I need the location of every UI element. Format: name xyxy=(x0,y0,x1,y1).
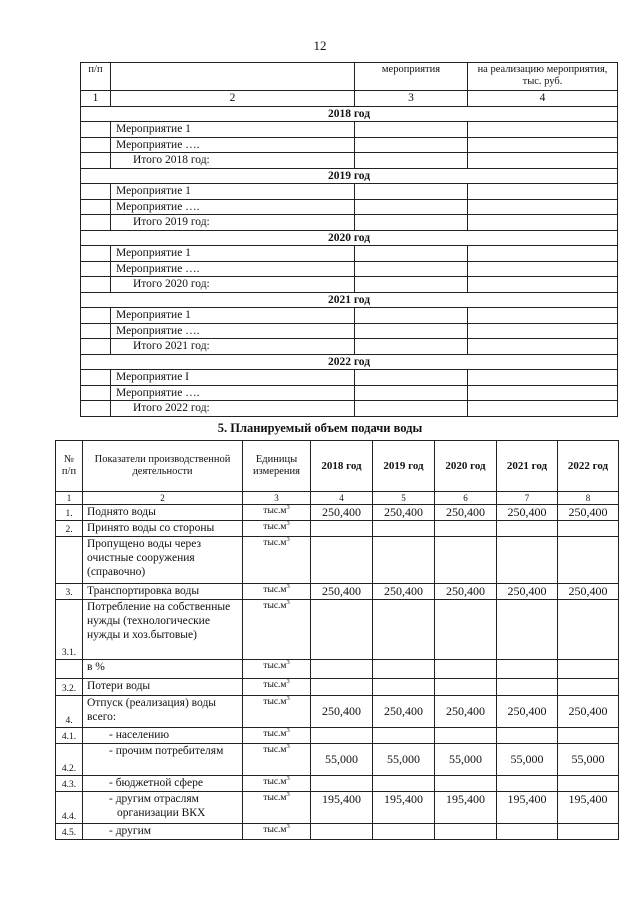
row-number: 1. xyxy=(56,505,83,521)
unit-exponent: 3 xyxy=(286,823,290,830)
value-cell xyxy=(558,679,619,696)
unit-cell xyxy=(243,537,311,584)
activities-table xyxy=(80,62,618,417)
header-cost: на реализацию мероприятия, тыс. руб. xyxy=(468,63,618,91)
table-row xyxy=(56,679,619,696)
unit-cell xyxy=(243,679,311,696)
unit-cell xyxy=(243,776,311,792)
row-number: 4. xyxy=(56,696,83,728)
header-indicator: Показатели производственной деятельности xyxy=(83,441,243,492)
unit-exponent: 3 xyxy=(286,504,290,511)
value-cell: 55,000 xyxy=(558,744,619,776)
indicator-name: Принято воды со стороны xyxy=(83,521,243,537)
value-cell: 55,000 xyxy=(435,744,497,776)
unit-label: тыс.м xyxy=(263,825,287,835)
unit-label: тыс.м xyxy=(263,661,287,671)
section-title: 5. Планируемый объем подачи воды xyxy=(217,421,423,435)
water-supply-table xyxy=(55,440,619,840)
year-heading: 2019 год xyxy=(81,168,618,184)
col-number: 8 xyxy=(558,492,619,505)
page-number: 12 xyxy=(313,38,327,53)
indicator-name: Поднято воды xyxy=(83,505,243,521)
value-cell xyxy=(558,537,619,584)
value-cell xyxy=(311,679,373,696)
value-cell: 250,400 xyxy=(435,584,497,600)
indicator-name: - другим xyxy=(83,824,243,840)
unit-cell xyxy=(243,728,311,744)
unit-cell xyxy=(243,600,311,660)
value-cell: 250,400 xyxy=(373,505,435,521)
activities-header-row xyxy=(81,63,618,91)
value-cell xyxy=(558,600,619,660)
col-number: 2 xyxy=(83,492,243,505)
total-row xyxy=(81,339,618,355)
unit-cell xyxy=(243,505,311,521)
indicator-name: Потребление на собственные нужды (технологические нужды и хоз.бытовые) xyxy=(83,600,243,660)
year-row xyxy=(81,106,618,122)
value-cell: 55,000 xyxy=(373,744,435,776)
activity-name: Мероприятие …. xyxy=(111,199,355,215)
value-cell xyxy=(435,728,497,744)
header-year: 2019 год xyxy=(373,441,435,492)
value-cell xyxy=(373,537,435,584)
value-cell: 250,400 xyxy=(311,584,373,600)
value-cell: 250,400 xyxy=(435,696,497,728)
value-cell: 195,400 xyxy=(497,792,558,824)
activity-row xyxy=(81,385,618,401)
value-cell xyxy=(497,728,558,744)
header-name xyxy=(111,63,355,91)
value-cell xyxy=(435,776,497,792)
value-cell xyxy=(311,537,373,584)
value-cell xyxy=(373,660,435,679)
value-cell xyxy=(497,679,558,696)
value-cell: 250,400 xyxy=(497,584,558,600)
indicator-name: - прочим потребителям xyxy=(83,744,243,776)
indicator-name: Потери воды xyxy=(83,679,243,696)
col-number: 6 xyxy=(435,492,497,505)
value-cell: 250,400 xyxy=(311,696,373,728)
value-cell: 250,400 xyxy=(558,584,619,600)
value-cell xyxy=(435,679,497,696)
header-year: 2021 год xyxy=(497,441,558,492)
table-row xyxy=(56,696,619,728)
unit-label: тыс.м xyxy=(263,538,287,548)
year-heading: 2021 год xyxy=(81,292,618,308)
unit-cell xyxy=(243,584,311,600)
value-cell: 195,400 xyxy=(311,792,373,824)
row-number: 3. xyxy=(56,584,83,600)
header-year: 2018 год xyxy=(311,441,373,492)
value-cell xyxy=(373,824,435,840)
value-cell xyxy=(373,521,435,537)
activity-row xyxy=(81,370,618,386)
value-cell xyxy=(497,600,558,660)
value-cell xyxy=(311,776,373,792)
value-cell xyxy=(497,824,558,840)
value-cell: 250,400 xyxy=(435,505,497,521)
year-heading: 2020 год xyxy=(81,230,618,246)
unit-label: тыс.м xyxy=(263,585,287,595)
unit-label: тыс.м xyxy=(263,697,287,707)
indicator-name: Отпуск (реализация) воды всего: xyxy=(83,696,243,728)
unit-exponent: 3 xyxy=(286,520,290,527)
value-cell: 250,400 xyxy=(373,584,435,600)
value-cell xyxy=(497,660,558,679)
activity-row xyxy=(81,323,618,339)
value-cell xyxy=(558,521,619,537)
total-row xyxy=(81,401,618,417)
value-cell xyxy=(558,728,619,744)
indicator-name: - бюджетной сфере xyxy=(83,776,243,792)
row-number: 4.2. xyxy=(56,744,83,776)
indicator-name: - населению xyxy=(83,728,243,744)
indicator-name: - другим отраслям организации ВКХ xyxy=(83,792,243,824)
total-row xyxy=(81,215,618,231)
row-number xyxy=(56,537,83,584)
year-row xyxy=(81,354,618,370)
header-activity: мероприятия xyxy=(355,63,468,91)
value-cell: 55,000 xyxy=(497,744,558,776)
header-year: 2020 год xyxy=(435,441,497,492)
unit-label: тыс.м xyxy=(263,522,287,532)
total-row xyxy=(81,277,618,293)
value-cell: 250,400 xyxy=(558,505,619,521)
activity-name: Мероприятие …. xyxy=(111,261,355,277)
value-cell xyxy=(435,660,497,679)
value-cell: 250,400 xyxy=(497,696,558,728)
unit-cell xyxy=(243,824,311,840)
row-number: 4.1. xyxy=(56,728,83,744)
value-cell xyxy=(558,660,619,679)
value-cell: 250,400 xyxy=(497,505,558,521)
table-row xyxy=(56,824,619,840)
unit-label: тыс.м xyxy=(263,601,287,611)
table-row xyxy=(56,728,619,744)
activity-row xyxy=(81,246,618,262)
row-number: 4.4. xyxy=(56,792,83,824)
indicator-name: в % xyxy=(83,660,243,679)
supply-number-row xyxy=(56,492,619,505)
row-number: 4.3. xyxy=(56,776,83,792)
supply-body xyxy=(56,505,619,840)
activity-row xyxy=(81,308,618,324)
unit-label: тыс.м xyxy=(263,777,287,787)
value-cell xyxy=(497,776,558,792)
col-number: 2 xyxy=(111,91,355,107)
unit-label: тыс.м xyxy=(263,745,287,755)
total-row xyxy=(81,153,618,169)
year-heading: 2022 год xyxy=(81,354,618,370)
value-cell xyxy=(558,824,619,840)
supply-header-row xyxy=(56,441,619,492)
col-number: 1 xyxy=(56,492,83,505)
row-number xyxy=(56,660,83,679)
header-unit: Единицы измерения xyxy=(243,441,311,492)
value-cell: 195,400 xyxy=(558,792,619,824)
table-row xyxy=(56,744,619,776)
value-cell: 195,400 xyxy=(435,792,497,824)
total-label: Итого 2020 год: xyxy=(111,277,355,293)
value-cell xyxy=(373,600,435,660)
indicator-name: Пропущено воды через очистные сооружения (справочно) xyxy=(83,537,243,584)
unit-exponent: 3 xyxy=(286,599,290,606)
unit-label: тыс.м xyxy=(263,729,287,739)
table-row xyxy=(56,505,619,521)
row-number: 3.2. xyxy=(56,679,83,696)
value-cell: 250,400 xyxy=(373,696,435,728)
table-row xyxy=(56,792,619,824)
activity-row xyxy=(81,199,618,215)
activity-row xyxy=(81,122,618,138)
unit-exponent: 3 xyxy=(286,678,290,685)
activity-row xyxy=(81,261,618,277)
row-number: 4.5. xyxy=(56,824,83,840)
activity-name: Мероприятие 1 xyxy=(111,308,355,324)
unit-cell xyxy=(243,660,311,679)
activity-name: Мероприятие 1 xyxy=(111,122,355,138)
row-number: 2. xyxy=(56,521,83,537)
value-cell xyxy=(497,537,558,584)
value-cell xyxy=(435,824,497,840)
indicator-name: Транспортировка воды xyxy=(83,584,243,600)
unit-exponent: 3 xyxy=(286,536,290,543)
col-number: 4 xyxy=(311,492,373,505)
col-number: 7 xyxy=(497,492,558,505)
value-cell xyxy=(373,728,435,744)
value-cell xyxy=(558,776,619,792)
unit-label: тыс.м xyxy=(263,506,287,516)
value-cell xyxy=(311,521,373,537)
total-label: Итого 2018 год: xyxy=(111,153,355,169)
activity-name: Мероприятие I xyxy=(111,370,355,386)
unit-cell xyxy=(243,744,311,776)
unit-exponent: 3 xyxy=(286,659,290,666)
year-row xyxy=(81,168,618,184)
table-row xyxy=(56,521,619,537)
header-no: № п/п xyxy=(56,441,83,492)
value-cell: 250,400 xyxy=(558,696,619,728)
value-cell xyxy=(311,660,373,679)
row-number: 3.1. xyxy=(56,600,83,660)
value-cell xyxy=(311,728,373,744)
year-row xyxy=(81,230,618,246)
table-row xyxy=(56,584,619,600)
unit-cell xyxy=(243,521,311,537)
value-cell xyxy=(435,537,497,584)
col-number: 5 xyxy=(373,492,435,505)
value-cell xyxy=(497,521,558,537)
unit-exponent: 3 xyxy=(286,743,290,750)
unit-exponent: 3 xyxy=(286,583,290,590)
unit-exponent: 3 xyxy=(286,775,290,782)
value-cell: 250,400 xyxy=(311,505,373,521)
unit-exponent: 3 xyxy=(286,791,290,798)
activity-name: Мероприятие …. xyxy=(111,137,355,153)
value-cell xyxy=(311,824,373,840)
activity-name: Мероприятие 1 xyxy=(111,246,355,262)
unit-exponent: 3 xyxy=(286,695,290,702)
activity-name: Мероприятие 1 xyxy=(111,184,355,200)
col-number: 3 xyxy=(355,91,468,107)
year-heading: 2018 год xyxy=(81,106,618,122)
activity-name: Мероприятие …. xyxy=(111,385,355,401)
activity-row xyxy=(81,184,618,200)
unit-exponent: 3 xyxy=(286,727,290,734)
table-row xyxy=(56,600,619,660)
table-row xyxy=(56,537,619,584)
col-number: 4 xyxy=(468,91,618,107)
total-label: Итого 2019 год: xyxy=(111,215,355,231)
activities-number-row xyxy=(81,91,618,107)
value-cell xyxy=(311,600,373,660)
value-cell xyxy=(435,521,497,537)
unit-cell xyxy=(243,696,311,728)
activity-name: Мероприятие …. xyxy=(111,323,355,339)
header-year: 2022 год xyxy=(558,441,619,492)
unit-label: тыс.м xyxy=(263,680,287,690)
unit-label: тыс.м xyxy=(263,793,287,803)
total-label: Итого 2022 год: xyxy=(111,401,355,417)
table-row xyxy=(56,660,619,679)
value-cell xyxy=(435,600,497,660)
value-cell xyxy=(373,776,435,792)
activity-row xyxy=(81,137,618,153)
value-cell xyxy=(373,679,435,696)
col-number: 1 xyxy=(81,91,111,107)
total-label: Итого 2021 год: xyxy=(111,339,355,355)
value-cell: 195,400 xyxy=(373,792,435,824)
year-row xyxy=(81,292,618,308)
header-no: п/п xyxy=(81,63,111,91)
col-number: 3 xyxy=(243,492,311,505)
table-row xyxy=(56,776,619,792)
value-cell: 55,000 xyxy=(311,744,373,776)
unit-cell xyxy=(243,792,311,824)
